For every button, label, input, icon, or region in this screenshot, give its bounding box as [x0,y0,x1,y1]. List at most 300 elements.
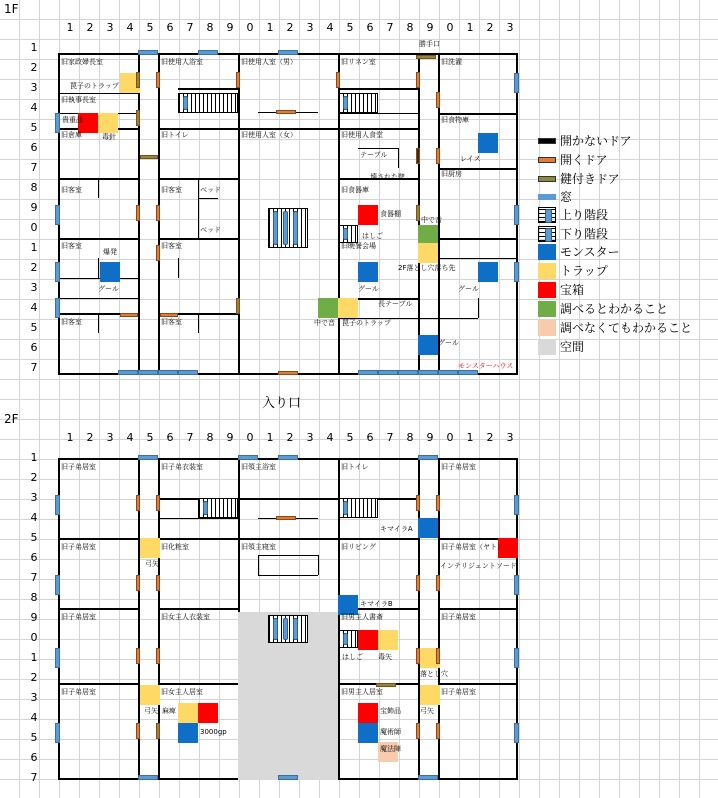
legend-label: 宝箱 [560,283,585,297]
map-note: テーブル [360,151,388,159]
row-label: 7 [30,571,38,584]
column-label: 4 [126,431,134,444]
row-label: 4 [30,511,38,524]
legend-label: トラップ [560,264,608,278]
wall [258,575,318,576]
locked-door [236,298,240,314]
legend-item [538,282,714,298]
map-note: キマイラA [380,525,413,533]
column-label: 1 [266,431,274,444]
column-label: 3 [106,21,114,34]
row-label: 2 [30,671,38,684]
row-label: 0 [30,221,38,234]
locked-door [136,110,140,126]
map-note: インテリジェントソード [440,562,517,570]
color-swatch-icon [538,339,556,355]
open-door [236,72,240,88]
window [138,50,158,55]
column-label: 0 [246,21,254,34]
row-label: 1 [30,651,38,664]
row-label: 1 [30,451,38,464]
room-label: 旧使用人浴室 [161,58,203,66]
color-swatch-icon [538,263,556,279]
column-label: 1 [266,21,274,34]
room-label: 旧子弟居室 [441,463,476,471]
wall [338,538,418,540]
map-note: 魔法陣 [380,745,401,753]
open-door [136,575,140,591]
open-door [436,148,440,164]
open-door [278,371,298,375]
monster-cell [100,262,120,282]
room-label: 旧客室 [161,242,182,250]
wall [158,518,238,519]
wall [438,683,518,685]
map-note: 魔術師 [380,728,401,736]
column-label: 5 [346,431,354,444]
window [418,370,438,375]
wall [338,88,418,90]
window [278,455,298,460]
open-door [436,495,440,511]
open-door [416,723,420,739]
stair-arrow-icon [545,209,552,223]
map-note: はしご [362,232,383,240]
open-door [136,495,140,511]
sealed-door [416,148,420,164]
column-label: 3 [506,21,514,34]
chest-cell [358,630,378,650]
column-label: 0 [446,431,454,444]
legend-item [538,171,714,187]
map-note: レイス [460,155,481,163]
column-label: 7 [386,21,394,34]
row-label: 0 [30,631,38,644]
monster-cell [478,262,498,282]
monster-cell [358,723,378,743]
open-door [416,575,420,591]
floor-label-1f: 1F [4,2,19,16]
row-label: 5 [30,121,38,134]
map-note: はしご [342,653,363,661]
wall [158,608,238,610]
wall [178,258,179,278]
wall [58,683,138,685]
room-label: 旧女主人居室 [161,688,203,696]
legend-item [538,263,714,279]
map-note: 麻痺 [162,707,176,715]
room-label: 旧子弟居室 [61,688,96,696]
map-note: 壊された壁 [370,173,405,181]
stair-arrow-icon [293,618,298,640]
column-label: 3 [306,21,314,34]
room-label: 旧女主人衣装室 [161,613,210,621]
floor-label-2f: 2F [4,412,19,426]
column-label: 4 [326,431,334,444]
column-label: 3 [506,431,514,444]
wall [198,313,199,333]
wall [158,238,238,240]
legend-item [538,207,714,223]
window [55,205,60,225]
open-door [436,648,440,664]
open-door [120,313,138,317]
open-door [416,72,420,88]
open-door [136,648,140,664]
stair-arrow-icon [273,618,278,640]
map-note: グール [458,285,479,293]
stair-arrow-icon [343,633,348,645]
open-door [436,723,440,739]
column-label: 8 [206,21,214,34]
wall [58,298,138,299]
chest-cell [358,703,378,723]
open-door [436,92,440,108]
monster-cell [418,335,438,355]
window [118,370,138,375]
wall [438,238,518,240]
column-label: 8 [406,21,414,34]
legend-item [538,189,714,205]
wall [258,555,318,556]
window [138,775,158,780]
legend-label: 下り階段 [560,227,609,241]
color-swatch-icon [538,282,556,298]
room-label: 旧客室 [161,318,182,326]
wall [98,258,99,278]
door-swatch-icon [538,176,556,182]
map-note: 毒針 [102,133,116,141]
window [438,370,458,375]
column-label: 6 [366,431,374,444]
stairs-down-icon [538,226,556,242]
wall [198,178,199,238]
open-door [156,245,160,261]
wall [158,128,238,130]
row-label: 6 [30,751,38,764]
window [514,495,519,515]
map-note: グール [358,285,379,293]
row-label: 3 [30,81,38,94]
window [198,50,218,55]
row-label: 2 [30,261,38,274]
door-swatch-icon [538,157,556,163]
column-label: 2 [86,431,94,444]
map-note: 食器棚 [380,210,401,218]
wall [438,258,518,259]
row-label: 8 [30,181,38,194]
wall [58,278,138,279]
column-label: 1 [66,21,74,34]
column-label: 7 [386,431,394,444]
open-door [156,205,160,221]
entrance-label: 入り口 [262,396,302,411]
door-swatch-icon [538,138,556,144]
legend-item [538,133,714,149]
monster-cell [478,133,498,153]
column-label: 2 [486,21,494,34]
column-label: 2 [86,21,94,34]
trap-cell [178,703,198,723]
open-door [276,516,296,520]
color-swatch-icon [538,320,556,336]
window [238,455,258,460]
column-label: 6 [166,431,174,444]
row-label: 4 [30,301,38,314]
wall [198,198,218,199]
stair-arrow-icon [343,96,348,110]
column-label: 5 [146,21,154,34]
room-label: 旧リビング [341,543,376,551]
column-label: 4 [326,21,334,34]
room-label: 旧子弟居室 [61,463,96,471]
room-label: 旧食器庫 [341,186,369,194]
room-label: 旧客室 [61,318,82,326]
room-label: 旧晩餐会場 [341,242,376,250]
window [378,370,398,375]
map-note: グール [438,339,459,347]
window [55,298,60,318]
window [55,575,60,595]
open-door [416,495,420,511]
legend-item [538,320,714,336]
room-label: 旧子弟居室 [61,543,96,551]
row-label: 5 [30,731,38,744]
room-label: 旧客室 [61,242,82,250]
chest-cell [358,205,378,225]
window [514,648,519,668]
stair-arrow-icon [283,618,288,640]
stairs-up [338,225,358,243]
stair-arrow-icon [343,228,348,240]
column-label: 8 [406,431,414,444]
wall [58,93,138,94]
room-label: 旧子弟居室 [441,613,476,621]
locked-door [416,55,436,59]
room-label: 旧洗濯 [441,58,462,66]
trap-cell [140,685,160,705]
window [55,262,60,282]
open-door [136,723,140,739]
column-label: 8 [206,431,214,444]
row-label: 7 [30,361,38,374]
open-door [156,575,160,591]
trap-cell [420,685,440,705]
window [514,73,519,93]
stair-arrow-icon [203,501,208,515]
row-label: 3 [30,281,38,294]
stair-arrow-icon [545,228,552,242]
map-note: 毒矢 [378,653,392,661]
map-note: 爆発 [103,248,117,256]
room-label: 旧領主浴室 [241,463,276,471]
wall [478,298,479,318]
room-label: 旧厨房 [441,170,462,178]
window [138,455,158,460]
column-label: 7 [186,431,194,444]
row-label: 1 [30,41,38,54]
wall [438,608,518,610]
row-label: 2 [30,471,38,484]
locked-door [136,72,140,88]
row-label: 3 [30,691,38,704]
map-note: グール [98,285,119,293]
wall [98,178,99,198]
wall [338,128,418,130]
room-label: 旧リネン室 [341,58,376,66]
open-door [136,205,140,221]
room-label: 旧客室 [61,186,82,194]
window [178,370,198,375]
row-label: 6 [30,341,38,354]
room-label: 旧トイレ [161,131,189,139]
map-note: ベッド [200,186,221,194]
wall [438,113,518,115]
map-note: 弓矢 [144,707,158,715]
wall [258,555,259,575]
map-note: 弓矢 [145,560,159,568]
map-note: 長テーブル [378,300,413,308]
examine-cell [318,298,338,318]
window [514,205,519,225]
wall [238,53,240,373]
wall [178,88,238,90]
map-note: 弓矢 [420,707,434,715]
row-label: 8 [30,591,38,604]
wall [58,238,138,240]
wall [238,498,338,500]
legend-label: 鍵付きドア [560,172,620,186]
room-label: 旧客室 [161,186,182,194]
color-swatch-icon [538,244,556,260]
open-door [436,575,440,591]
monster-cell [418,518,438,538]
room-label: 旧家政婦長室 [61,58,103,66]
trap-cell [98,113,118,133]
wall [158,683,238,685]
monster-cell [338,595,358,615]
wall [338,113,418,114]
column-label: 2 [286,21,294,34]
row-label: 6 [30,141,38,154]
legend-item [538,152,714,168]
room-label: 旧子弟衣装室 [161,463,203,471]
column-label: 9 [426,21,434,34]
wall [398,148,399,168]
window [514,723,519,743]
column-label: 0 [446,21,454,34]
room-label: 旧子弟居室（ヤト） [441,543,504,551]
open-door [336,72,340,88]
open-door [156,495,160,511]
wall [58,538,138,540]
locked-door [140,155,158,159]
window [158,370,178,375]
trap-cell [418,243,438,263]
room-label: 旧子弟居室 [441,688,476,696]
window [418,455,438,460]
column-label: 2 [286,431,294,444]
window [358,370,378,375]
open-door [156,648,160,664]
window [514,575,519,595]
column-label: 6 [166,21,174,34]
window [418,775,438,780]
map-note: 3000gp [200,728,227,736]
open-door [160,313,178,317]
wall [98,313,99,333]
column-label: 9 [226,21,234,34]
window [514,262,519,282]
column-label: 4 [126,21,134,34]
locked-door [376,683,396,687]
row-label: 4 [30,711,38,724]
map-note: キマイラB [360,600,393,608]
stair-arrow-icon [283,211,288,245]
map-note: 勝手口 [419,40,440,48]
color-swatch-icon [538,301,556,317]
window [278,50,298,55]
room-label: 旧使用人室（女） [241,131,297,139]
window [398,370,418,375]
chest-cell [198,703,218,723]
wall [318,555,319,575]
room-label: 旧子弟居室 [61,613,96,621]
stair-arrow-icon [343,501,348,515]
room-label: 旧食物庫 [441,116,469,124]
legend-item [538,244,714,260]
trap-cell [338,298,358,318]
wall [358,148,398,149]
row-label: 2 [30,61,38,74]
stairs-up-icon [538,207,556,223]
trap-cell [378,630,398,650]
legend-item [538,339,714,355]
column-label: 6 [366,21,374,34]
monster-cell [178,723,198,743]
open-door [156,72,160,88]
locked-door [416,205,420,221]
window [55,723,60,743]
column-label: 9 [226,431,234,444]
wall [238,128,338,130]
column-label: 1 [466,21,474,34]
stair-arrow-icon [273,211,278,245]
column-label: 7 [186,21,194,34]
legend-label: 開くドア [560,153,608,167]
map-note: モンスターハウス [458,362,514,370]
row-label: 9 [30,201,38,214]
room-label: 旧使用人室（男） [241,58,297,66]
column-label: 9 [426,431,434,444]
legend-label: 調べるとわかること [560,302,669,316]
column-label: 0 [246,431,254,444]
map-note: 罠子のトラップ [70,82,119,90]
legend-label: 上り階段 [560,208,609,222]
column-label: 2 [486,431,494,444]
row-label: 1 [30,241,38,254]
window [55,113,60,133]
legend-item [538,226,714,242]
stairs-up [338,630,358,648]
map-note: 罠子のトラップ [342,319,391,327]
window-swatch-icon [538,194,556,200]
window [55,648,60,668]
room-label: 旧男主人居室 [341,688,383,696]
map-note: 2F落とし穴落ち先 [398,264,456,272]
column-label: 3 [106,431,114,444]
row-label: 5 [30,531,38,544]
